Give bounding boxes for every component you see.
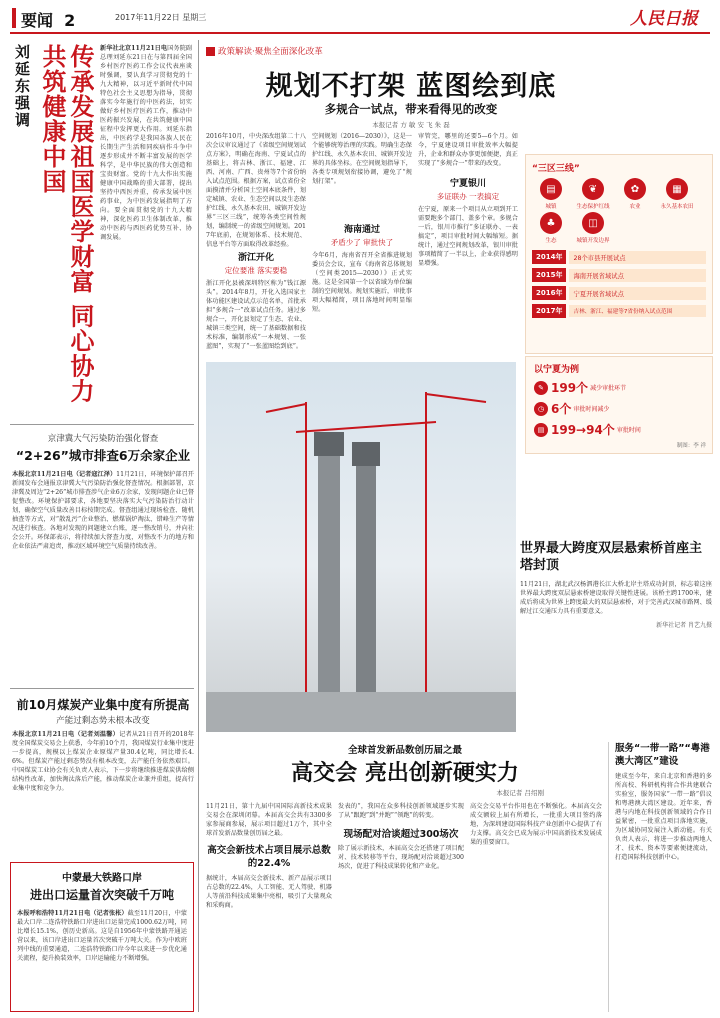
coal-dateline: 本报北京11月21日电（记者刘温馨） [12, 731, 120, 738]
stat-row: ▤ 199→94个 审批时间 [534, 421, 704, 438]
main-col3-b: 在宁夏，原来一个项目从立项到开工需要跑多个部门、盖多个章。多规合一后，银川市推行“多证联办、一表搞定”，项目审批时间大幅缩短。据统计，通过空间规划改革，银川审批事项精简了一半以上，企业获得感明显增强。 [418, 206, 518, 267]
timeline-item: 2014年 28个市县开展试点 [532, 250, 706, 264]
ai-dateline: 本报北京11月21日电（记者寇江泽） [12, 471, 117, 478]
policy-icon [206, 47, 215, 56]
infographic-icons [532, 178, 706, 244]
ai-headline: “2+26”城市排查6万余家企业 [15, 448, 191, 463]
coal-body-text: 记者从21日召开的2018年度全国煤炭交易会上获悉，今年前10个月，我国煤炭行业集中度进一步提高，规模以上煤炭企业原煤产量30.4亿吨，同比增长4.6%。但煤炭产能过剩态势没有根本改变，去产能任务依然艰巨。中国煤炭工业协会有关负责人表示，下一步将继续推进煤炭供给侧结构性改革，加快淘汰落后产能，推动煤炭企业兼并重组，提高行业集中度和竞争力。 [12, 731, 194, 792]
icon-cell: ✿ 农业 [616, 178, 654, 210]
icon-cell: ▤ 城镇 [532, 178, 570, 210]
main-col3-box-title: 宁夏银川 [449, 179, 486, 189]
feature-headline [38, 44, 94, 424]
hitech-col3-text: 高交会交易平台作用也在不断强化。本届高交会成交额较上届有所增长，一批重大项目签约落地，为深圳建设国际科技产业创新中心提供了有力支撑。高交会已成为展示中国高新技术发展成果的重要窗口。 [470, 803, 602, 846]
building-icon: ▤ [540, 178, 562, 200]
document-icon: ▤ [534, 423, 548, 437]
clock-icon: ◷ [534, 402, 548, 416]
main-col2-text: 空间规划（2016—2030）》，这是一个能够统筹治理的实践。明确生态保护红线、永久基本农田、城镇开发边界的具体坐标。在空间规划指导下，各类专项规划衔接协调，避免了“规划打架”。 [312, 133, 412, 185]
timeline-item: 2016年 宁夏开展省域试点 [532, 286, 706, 300]
main-col3 [418, 132, 518, 174]
main-col2-box-title: 海南通过 [343, 225, 380, 235]
main-headline: 规划不打架 蓝图绘到底 [265, 71, 557, 102]
rail-body-text: 截至11月20日，中蒙最大口岸二连浩特铁路口岸进出口运量完成1000.62万吨，同比增长15.1%，创历史新高。这是自1956年中蒙铁路开通运营以来，该口岸进出口运量首次突破千万吨大关。作为中欧班列中线的重要通道，二连浩特铁路口岸今年以来进一步优化通关流程，提升换装效率，口岸运输能力不断增强。 [17, 910, 187, 962]
hk-headline: 服务“一带一路”“粤港澳大湾区”建设 [615, 743, 710, 767]
bridge-caption: 11月21日，湖北武汉杨泗港长江大桥北岸主塔成功封顶，标志着这座世界最大跨度双层悬索桥建设取得关键性进展。该桥主跨1700米，建成后将成为世界上跨度最大的双层悬索桥，对于完善武汉城市路网、缓解过江交通压力具有重要意义。 [520, 581, 712, 615]
main-byline: 本报记者 方 敏 安 飞 朱 磊 [372, 121, 450, 129]
hitech-col1-b: 据统计，本届高交会新技术、新产品展示项目占总数的22.4%，人工智能、无人驾驶、机器人等前沿科技成果集中亮相，吸引了大量观众和采购商。 [206, 875, 332, 909]
bridge-credit: 新华社记者 肖艺九摄 [656, 622, 712, 629]
timeline-item: 2015年 海南开展省域试点 [532, 268, 706, 282]
main-col3-box-sub: 多证联办 一表搞定 [436, 192, 500, 201]
coal-subhead: 产能过剩态势未根本改变 [56, 716, 150, 726]
main-col3-text: 审管完，哪里的还要5—6个月。如今，宁夏建设项目审批效率大幅提升，企业和群众办事更加便捷，真正实现了“多规合一”带来的改变。 [418, 133, 518, 167]
main-col1-box-sub: 定位要准 落实要稳 [224, 266, 288, 275]
stats-panel [525, 356, 713, 454]
page-number: 2 [64, 11, 76, 28]
leaf-icon: ❦ [582, 178, 604, 200]
feature-dateline: 新华社北京11月21日电 [100, 45, 168, 52]
rail-subhead: 进出口运量首次突破千万吨 [29, 888, 174, 902]
masthead [0, 0, 720, 34]
icon-cell: ◫ 城镇开发边界 [574, 212, 612, 244]
issue-date: 2017年11月22日 星期三 [115, 13, 207, 22]
main-kicker [206, 44, 466, 58]
paper-logo: 人民日报 [630, 9, 698, 29]
section-label: 要闻 [21, 11, 54, 28]
hitech-col1 [206, 802, 332, 1012]
hitech-col2-text: 发表的“，我国在众多科技创新领域逐步实现了从“跟跑”到“并跑”“领跑”的转变。 [338, 803, 464, 819]
main-col1-text: 2016年10月，中央深改组第二十八次会议审议通过了《省级空间规划试点方案》，明确在海南、宁夏试点的基础上，将吉林、浙江、福建、江西、河南、广西、贵州等7个省份纳入试点范围。根据方案，试点省份全面摸清并分析国土空间本底条件，划定城镇、农业、生态空间以及生态保护红线、永久基本农田、城镇开发边界“三区三线”，统筹各类空间性规划，编制统一的省级空间规划。2017年底前，在规划体系、技术规范、信息平台等方面取得改革经验。 [206, 133, 306, 248]
main-col1-b: 浙江开化县被深圳特区称为“钱江源头”。2014年8月，开化入选国家主体功能区建设试点示范名单，首批承担“多规合一”改革试点任务。通过多规合一，开化县划定了生态、农业、城镇三类空间，统一了基础数据和技术标准，编制形成“一本规划、一张蓝图”，实现了“一张蓝图绘到底”。 [206, 280, 306, 350]
timeline-item: 2017年 吉林、浙江、福建等7省份纳入试点范围 [532, 304, 706, 318]
infographic-credit: 制图：李 祥 [676, 443, 706, 449]
rail-dateline: 本报呼和浩特11月21日电（记者张枨） [17, 910, 128, 917]
hitech-col2 [338, 802, 464, 1012]
coal-headline: 前10月煤炭产业集中度有所提高 [16, 698, 190, 712]
infographic-title: “三区三线” [532, 164, 580, 174]
bridge-caption-box [520, 540, 712, 732]
ai-body [12, 470, 194, 688]
feature-headline-text: 传承发展祖国医学财富 同心协力共筑健康中国 [38, 44, 94, 404]
wheat-icon: ✿ [624, 178, 646, 200]
hitech-col2-b: 除了展示新技术，本届高交会还搭建了项目配对、技术转移等平台，现场配对洽谈超过300场次，促进了科技成果转化和产业化。 [338, 845, 464, 870]
hitech-col1-box-title: 高交会新技术占项目展示总数的22.4% [207, 845, 331, 869]
timeline [532, 250, 706, 318]
rail-headline: 中蒙最大铁路口岸 [62, 873, 142, 884]
hk-article [608, 742, 712, 1012]
masthead-rule [10, 32, 710, 34]
stat-row: ◷ 6个 审批时间减少 [534, 400, 704, 417]
rail-box [10, 862, 194, 1012]
column-divider [198, 40, 199, 1012]
feature-body-text: 国务院副总理刘延东21日在与第四届全国乡村医疗医药工作会议代表座谈时强调，要认真学习贯彻党的十九大精神，以习近平新时代中国特色社会主义思想为指导，贯彻落实今年施行的中医药法，切实做好乡村医疗医药工作，推动中医药振兴发展，在共筑健康中国征程中发挥更大作用。刘延东指出，中医药学是我国各族人民在长期生产生活和同疾病作斗争中逐步形成并不断丰富发展的医学科学，是中华民族的伟大创造和宝贵财富。党的十九大作出实施健康中国战略的重大部署，提出坚持中西医并重，传承发展中医药事业，为中医药发展指明了方向。要全面贯彻党的十九大精神，深化医药卫生体制改革，推动中医药与西医药优势互补、协调发展。 [100, 45, 192, 241]
bridge-photo [206, 362, 516, 732]
byline-text: 刘延东强调 [13, 44, 31, 129]
main-kicker-text: 政策解读·聚焦全面深化改革 [218, 47, 323, 57]
hk-body: 建成至今年，来自北京和香港的多所高校、科研机构将合作共建联合实验室，服务国家“一带一路”倡议和粤港澳大湾区建设。近年来，香港与内地在科技创新领域的合作日益紧密，一批重点项目落地实施，为区域协同发展注入新动能。有关负责人表示，将进一步推动两地人才、技术、资本等要素便捷流动，打造国际科技创新中心。 [615, 773, 712, 861]
main-col2-b: 今年6月，海南省召开全省推进规划委员会会议，宣布《海南省总体规划（空间类2015—2030）》正式实施。这是全国第一个以省域为单位编制的空间规划。规划实施后，审批事项大幅精简，项目落地时间明显缩短。 [312, 252, 412, 313]
main-col2 [312, 132, 412, 232]
boundary-icon: ◫ [582, 212, 604, 234]
bridge-photo-illustration [206, 362, 516, 732]
bridge-headline: 世界最大跨度双层悬索桥首座主塔封顶 [520, 541, 703, 573]
hitech-col2-box-title: 现场配对洽谈超过300场次 [343, 829, 459, 840]
icon-cell: ❦ 生态保护红线 [574, 178, 612, 210]
coal-body [12, 730, 194, 856]
hitech-headline: 高交会 亮出创新硬实力 [291, 761, 519, 786]
infographic [525, 154, 713, 354]
icon-cell: ♣ 生态 [532, 212, 570, 244]
main-col2-box-sub: 矛盾少了 审批快了 [330, 238, 394, 247]
main-col1-box [206, 250, 306, 358]
stats-title: 以宁夏为例 [534, 365, 580, 375]
stat-row: ✎ 199个 减少审批环节 [534, 379, 704, 396]
ai-body-text: 11月21日，环境保护部召开新闻发布会通报京津冀大气污染防治强化督查情况。根据部署，京津冀及周边“2+26”城市排查涉气企业6万余家，发现问题企业已督促整改。环境保护部要求，各地要坚决落实大气污染防治行动计划，确保空气质量改善目标按期完成。督查组通过现场检查、随机抽查等方式，对“散乱污”企业整治、燃煤锅炉淘汰、错峰生产等情况进行核查。各地对发现的问题建立台账，逐一整改销号，并向社会公开。环保部表示，将持续加大督查力度，对整改不力的地方和企业依法严肃追责，推动区域环境空气质量持续改善。 [12, 471, 194, 550]
section-tab [12, 8, 78, 28]
icon-cell: ▦ 永久基本农田 [658, 178, 696, 210]
field-icon: ▦ [666, 178, 688, 200]
main-subhead: 多规合一试点，带来看得见的改变 [324, 102, 498, 116]
hitech-col3 [470, 802, 602, 1012]
hitech-subhead: 全球首发新品数创历届之最 [347, 745, 462, 756]
stamp-icon: ✎ [534, 381, 548, 395]
left-divider-1 [10, 424, 194, 425]
byline-vertical [12, 44, 32, 164]
hitech-col1-text: 11月21日，第十九届中国国际高新技术成果交易会在深圳闭幕。本届高交会共有3300多家参展商参展，展示项目超过1万个，其中全球首发新品数量创历届之最。 [206, 803, 332, 837]
main-col3-box [418, 176, 518, 358]
hitech-byline: 本报记者 吕绍刚 [496, 789, 544, 797]
main-col1-box-title: 浙江开化 [237, 253, 274, 263]
main-col2-box [312, 222, 412, 358]
tree-icon: ♣ [540, 212, 562, 234]
ai-kicker: 京津冀大气污染防治强化督查 [47, 434, 159, 444]
feature-body [100, 44, 192, 418]
left-divider-2 [10, 688, 194, 689]
